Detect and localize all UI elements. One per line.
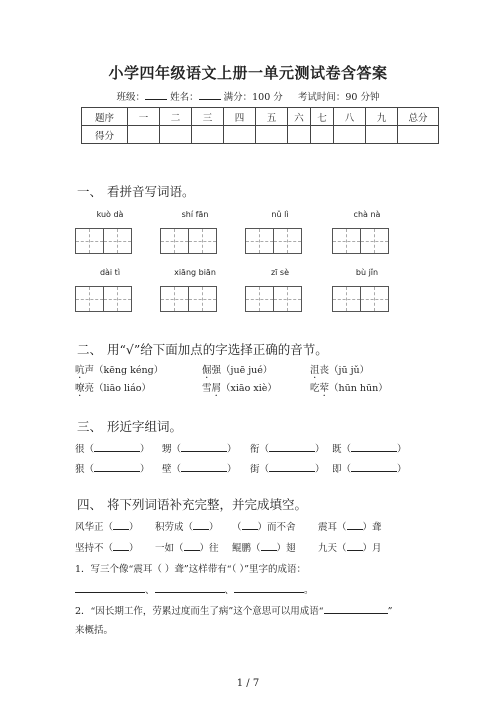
name-label: 姓名： bbox=[170, 92, 199, 103]
score-cell[interactable] bbox=[160, 126, 192, 144]
idiom-prefix: （ bbox=[232, 522, 242, 533]
idiom-prefix: 积劳成（ bbox=[155, 522, 194, 533]
item-text: （hūn hūn） bbox=[329, 383, 388, 394]
idiom-blank[interactable] bbox=[242, 519, 258, 530]
class-blank bbox=[145, 90, 167, 100]
section-1-title: 看拼音写词语。 bbox=[107, 184, 195, 199]
char-label: 很（ bbox=[75, 444, 95, 455]
section-4-title: 将下列词语补充完整，并完成填空。 bbox=[107, 497, 308, 512]
header-cell: 一 bbox=[128, 108, 160, 126]
answer-blank[interactable] bbox=[351, 461, 397, 472]
dotted-char: 嘹 bbox=[75, 383, 85, 394]
pronunciation-item[interactable] bbox=[310, 362, 369, 376]
pinyin-7: zī sè bbox=[270, 268, 290, 277]
score-table bbox=[81, 107, 439, 144]
idiom-item[interactable] bbox=[232, 540, 296, 554]
answer-blank[interactable] bbox=[155, 582, 225, 593]
pinyin-4: chà nà bbox=[353, 210, 381, 219]
item-text: 强（juē jué） bbox=[211, 365, 273, 376]
section-1-number: 一、 bbox=[77, 184, 103, 199]
idiom-prefix: 九天（ bbox=[318, 543, 347, 554]
question-2 bbox=[75, 603, 392, 617]
answer-blank[interactable] bbox=[234, 582, 304, 593]
char-label: 狠（ bbox=[75, 464, 95, 475]
dotted-char: 倔 bbox=[202, 365, 212, 376]
score-cell[interactable] bbox=[288, 126, 311, 144]
tianzige-box[interactable] bbox=[160, 228, 217, 254]
section-3-title: 形近字组词。 bbox=[107, 419, 183, 434]
header-cell: 六 bbox=[288, 108, 311, 126]
item-text: 声（kēng kéng） bbox=[84, 365, 164, 376]
idiom-prefix: 坚持不（ bbox=[75, 543, 114, 554]
idiom-blank[interactable] bbox=[193, 519, 209, 530]
close-paren: ） bbox=[397, 464, 407, 475]
item-text: 亮（liāo liáo） bbox=[84, 383, 151, 394]
section-2-title: 用“√”给下面加点的字选择正确的音节。 bbox=[107, 342, 328, 357]
score-cell[interactable] bbox=[256, 126, 288, 144]
name-blank bbox=[199, 90, 221, 100]
close-paren: ） bbox=[140, 444, 150, 455]
dotted-char: 吭 bbox=[75, 365, 85, 376]
idiom-item[interactable] bbox=[318, 540, 382, 554]
pinyin-5: dài tì bbox=[99, 268, 121, 277]
idiom-blank[interactable] bbox=[113, 519, 129, 530]
section-3-number: 三、 bbox=[77, 419, 103, 434]
close-paren: ） bbox=[140, 464, 150, 475]
idiom-suffix: ）而不舍 bbox=[257, 522, 296, 533]
idiom-prefix: 震耳（ bbox=[318, 522, 347, 533]
tianzige-box[interactable] bbox=[245, 228, 302, 254]
char-label: 衔（ bbox=[250, 444, 270, 455]
exam-time: 考试时间：90 分钟 bbox=[297, 92, 380, 103]
pronunciation-item[interactable] bbox=[75, 380, 151, 394]
pronunciation-item[interactable] bbox=[75, 362, 163, 376]
tianzige-box[interactable] bbox=[332, 286, 389, 312]
dotted-char: 荤 bbox=[319, 383, 330, 394]
score-cell[interactable] bbox=[311, 126, 334, 144]
close-paren: ） bbox=[315, 464, 325, 475]
idiom-suffix: ） bbox=[129, 522, 139, 533]
idiom-suffix: ）月 bbox=[362, 543, 382, 554]
section-2-heading bbox=[77, 340, 328, 358]
header-cell: 三 bbox=[192, 108, 224, 126]
char-label: 街（ bbox=[250, 464, 270, 475]
pinyin-6: xiāng biān bbox=[174, 268, 216, 277]
item-prefix: 吃 bbox=[310, 383, 320, 394]
answer-blank[interactable] bbox=[181, 461, 227, 472]
close-paren: ） bbox=[315, 444, 325, 455]
question-2-line-2: 来概括。 bbox=[75, 625, 114, 636]
tianzige-box[interactable] bbox=[245, 286, 302, 312]
char-label: 壁（ bbox=[162, 464, 182, 475]
header-cell: 七 bbox=[311, 108, 334, 126]
idiom-item[interactable] bbox=[155, 519, 219, 533]
word-item[interactable] bbox=[250, 441, 325, 455]
idiom-blank[interactable] bbox=[184, 540, 200, 551]
idiom-prefix: 鲲鹏（ bbox=[232, 543, 261, 554]
pinyin-1: kuò dà bbox=[96, 210, 124, 219]
item-text: 丧（jū jǔ） bbox=[319, 365, 370, 376]
section-4-heading bbox=[77, 495, 307, 513]
section-3-heading bbox=[77, 417, 182, 435]
close-paren: ） bbox=[227, 464, 237, 475]
page-title: 小学四年级语文上册一单元测试卷含答案 bbox=[108, 64, 388, 82]
idiom-prefix: 风华正（ bbox=[75, 522, 114, 533]
answer-blank[interactable] bbox=[269, 461, 315, 472]
word-item[interactable] bbox=[332, 461, 407, 475]
idiom-suffix: ）翅 bbox=[276, 543, 296, 554]
period: 。 bbox=[304, 585, 314, 596]
idiom-item[interactable] bbox=[75, 540, 139, 554]
score-cell[interactable] bbox=[224, 126, 256, 144]
idiom-blank[interactable] bbox=[113, 540, 129, 551]
word-item[interactable] bbox=[162, 461, 237, 475]
idiom-suffix: ）往 bbox=[199, 543, 219, 554]
idiom-suffix: ） bbox=[129, 543, 139, 554]
idiom-item[interactable] bbox=[75, 519, 139, 533]
score-cell[interactable] bbox=[334, 126, 366, 144]
pinyin-8: bù jǐn bbox=[355, 268, 379, 277]
header-cell: 总分 bbox=[398, 108, 439, 126]
idiom-blank[interactable] bbox=[261, 540, 277, 551]
idiom-item[interactable] bbox=[232, 519, 296, 533]
char-label: 既（ bbox=[332, 444, 352, 455]
dotted-char: 屑 bbox=[211, 383, 222, 394]
pinyin-3: nǔ lì bbox=[271, 210, 289, 219]
page-number: 1 / 7 bbox=[236, 678, 260, 689]
score-cell[interactable] bbox=[128, 126, 160, 144]
tianzige-box[interactable] bbox=[160, 286, 217, 312]
section-2-number: 二、 bbox=[77, 342, 103, 357]
pronunciation-item[interactable] bbox=[202, 380, 277, 394]
word-item[interactable] bbox=[332, 441, 407, 455]
item-text: （xiāo xiè） bbox=[221, 383, 277, 394]
exam-info bbox=[0, 89, 496, 103]
score-cell[interactable] bbox=[398, 126, 439, 144]
char-label: 甥（ bbox=[162, 444, 182, 455]
question-1: 1．写三个像“震耳（ ）聋”这样带有“（ ）”里字的成语： bbox=[75, 564, 307, 575]
answer-blank[interactable] bbox=[94, 441, 140, 452]
header-cell: 四 bbox=[224, 108, 256, 126]
separator: 、 bbox=[224, 585, 235, 596]
score-table-header bbox=[82, 108, 439, 126]
tianzige-box[interactable] bbox=[332, 228, 389, 254]
pronunciation-item[interactable] bbox=[202, 362, 272, 376]
answer-blank[interactable] bbox=[94, 461, 140, 472]
word-item[interactable] bbox=[250, 461, 325, 475]
full-score: 满分：100 分 bbox=[223, 92, 283, 103]
header-cell: 五 bbox=[256, 108, 288, 126]
question-1-answers bbox=[75, 582, 314, 596]
answer-blank[interactable] bbox=[269, 441, 315, 452]
char-label: 即（ bbox=[332, 464, 352, 475]
separator: 、 bbox=[145, 585, 155, 596]
word-item[interactable] bbox=[75, 441, 150, 455]
section-4-number: 四、 bbox=[77, 497, 103, 512]
header-cell: 九 bbox=[366, 108, 398, 126]
word-item[interactable] bbox=[75, 461, 150, 475]
score-row-label: 得分 bbox=[82, 126, 128, 144]
answer-blank[interactable] bbox=[181, 441, 227, 452]
header-cell: 题序 bbox=[82, 108, 128, 126]
dotted-char: 沮 bbox=[310, 365, 320, 376]
close-paren: ） bbox=[227, 444, 237, 455]
close-paren: ） bbox=[397, 444, 407, 455]
pronunciation-item[interactable] bbox=[310, 380, 388, 394]
score-cell[interactable] bbox=[192, 126, 224, 144]
header-cell: 二 bbox=[160, 108, 192, 126]
idiom-blank[interactable] bbox=[347, 519, 363, 530]
idiom-suffix: ）聋 bbox=[362, 522, 382, 533]
idiom-item[interactable] bbox=[318, 519, 382, 533]
answer-blank[interactable] bbox=[351, 441, 397, 452]
idiom-blank[interactable] bbox=[347, 540, 363, 551]
pinyin-2: shí fān bbox=[181, 210, 209, 219]
answer-blank[interactable] bbox=[324, 603, 388, 614]
idiom-prefix: 一如（ bbox=[155, 543, 184, 554]
close-quote: ” bbox=[387, 606, 393, 617]
section-1-heading bbox=[77, 182, 195, 200]
item-prefix: 雪 bbox=[202, 383, 212, 394]
header-cell: 八 bbox=[334, 108, 366, 126]
word-item[interactable] bbox=[162, 441, 237, 455]
class-label: 班级： bbox=[116, 92, 146, 103]
tianzige-box[interactable] bbox=[75, 228, 132, 254]
score-row bbox=[82, 126, 439, 144]
tianzige-box[interactable] bbox=[75, 286, 132, 312]
idiom-suffix: ） bbox=[209, 522, 219, 533]
idiom-item[interactable] bbox=[155, 540, 219, 554]
answer-blank[interactable] bbox=[75, 582, 145, 593]
question-2-text: 2．“因长期工作，劳累过度而生了病”这个意思可以用成语“ bbox=[75, 606, 324, 617]
score-cell[interactable] bbox=[366, 126, 398, 144]
